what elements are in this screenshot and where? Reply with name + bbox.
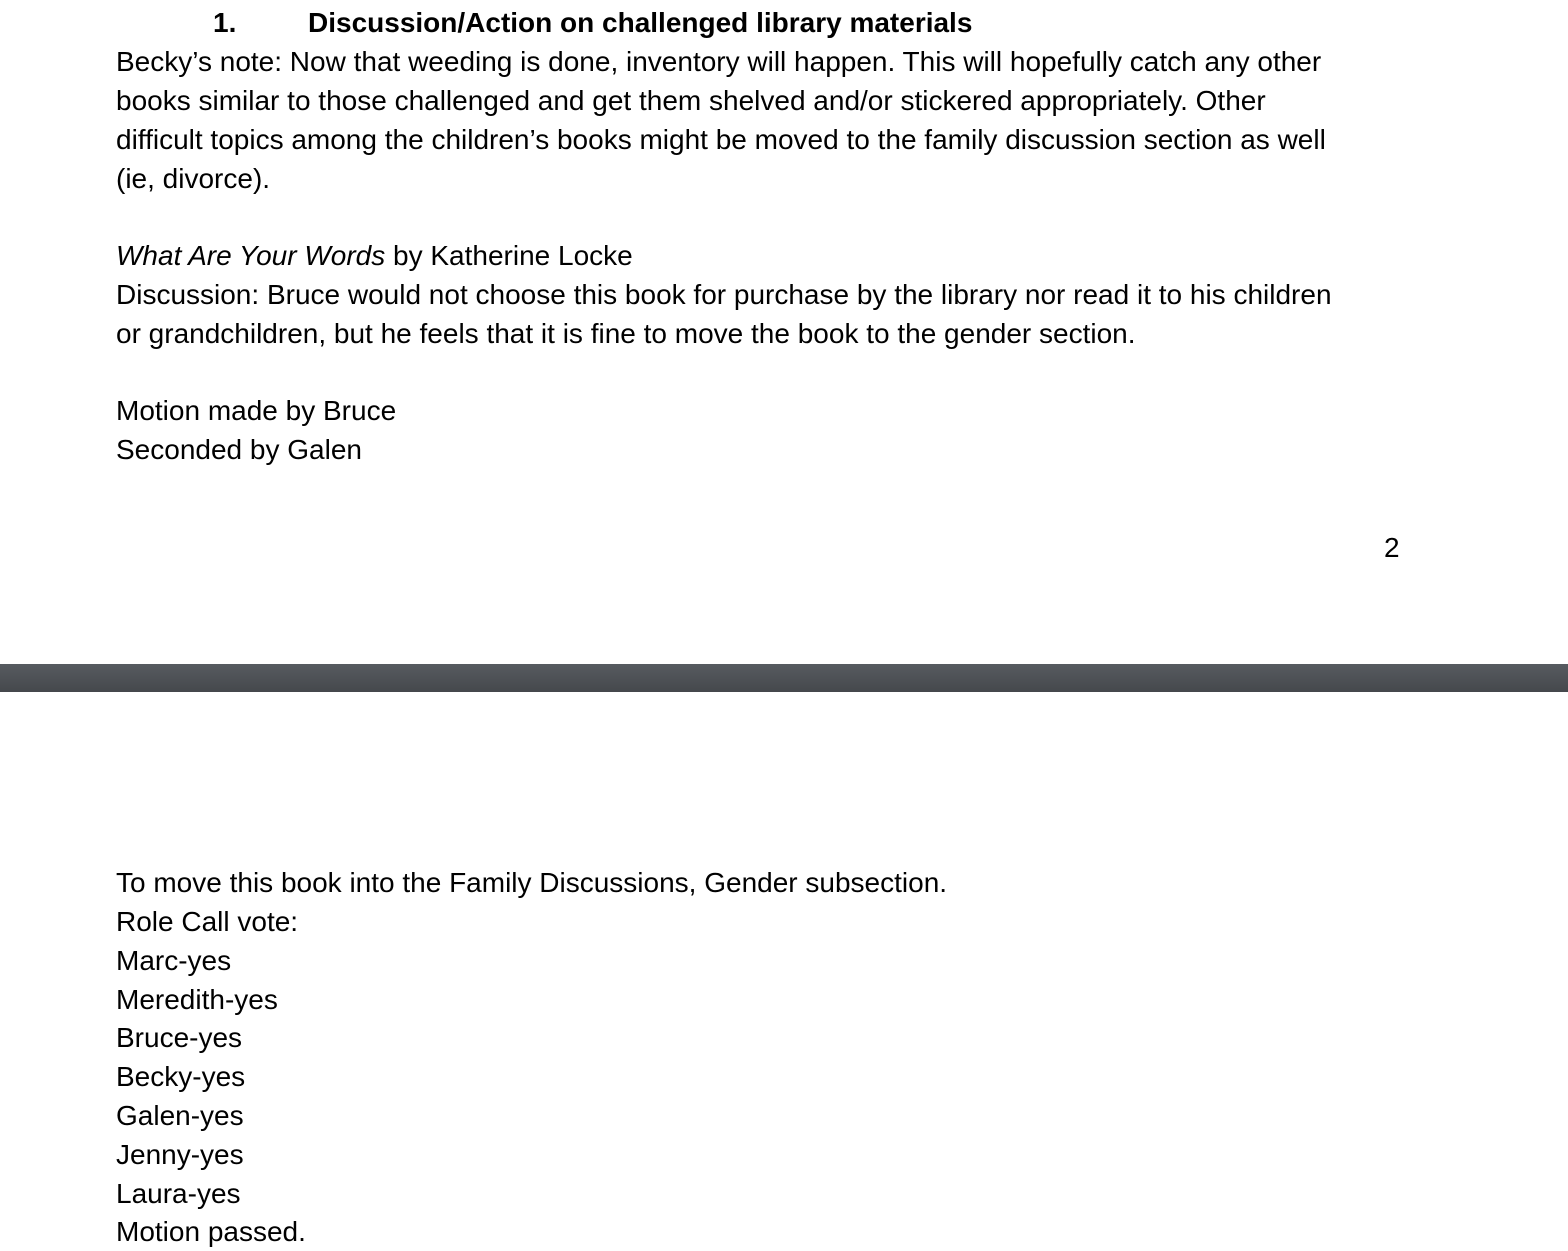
note-line: Becky’s note: Now that weeding is done, inventory will happen. This will hopefully catch any other — [116, 46, 1322, 77]
page-separator — [0, 664, 1568, 692]
vote-entry: Becky-yes — [116, 1061, 246, 1092]
vote-entry: Meredith-yes — [116, 984, 278, 1015]
book-title: What Are Your Words — [116, 240, 386, 271]
agenda-item-number: 1. — [213, 7, 237, 38]
vote-label: Role Call vote: — [116, 906, 299, 937]
vote-entry: Bruce-yes — [116, 1022, 243, 1053]
note-line: books similar to those challenged and get them shelved and/or stickered appropriately. Other — [116, 85, 1266, 116]
motion-made: Motion made by Bruce — [116, 395, 397, 426]
motion-text: To move this book into the Family Discussions, Gender subsection. — [116, 867, 948, 898]
book-author: by Katherine Locke — [385, 240, 633, 271]
book-line — [116, 236, 633, 275]
discussion-line: Discussion: Bruce would not choose this book for purchase by the library nor read it to his children — [116, 279, 1332, 310]
seconded-by: Seconded by Galen — [116, 434, 362, 465]
discussion-line: or grandchildren, but he feels that it is fine to move the book to the gender section. — [116, 318, 1136, 349]
agenda-item-title: Discussion/Action on challenged library materials — [308, 7, 973, 38]
note-line: difficult topics among the children’s books might be moved to the family discussion section as well — [116, 124, 1326, 155]
vote-entry: Galen-yes — [116, 1100, 244, 1131]
vote-entry: Marc-yes — [116, 945, 232, 976]
note-line: (ie, divorce). — [116, 163, 271, 194]
page-number: 2 — [1384, 532, 1400, 563]
vote-entry: Laura-yes — [116, 1178, 241, 1209]
vote-entry: Jenny-yes — [116, 1139, 244, 1170]
vote-result: Motion passed. — [116, 1216, 306, 1247]
document-page-3 — [0, 692, 1568, 1248]
